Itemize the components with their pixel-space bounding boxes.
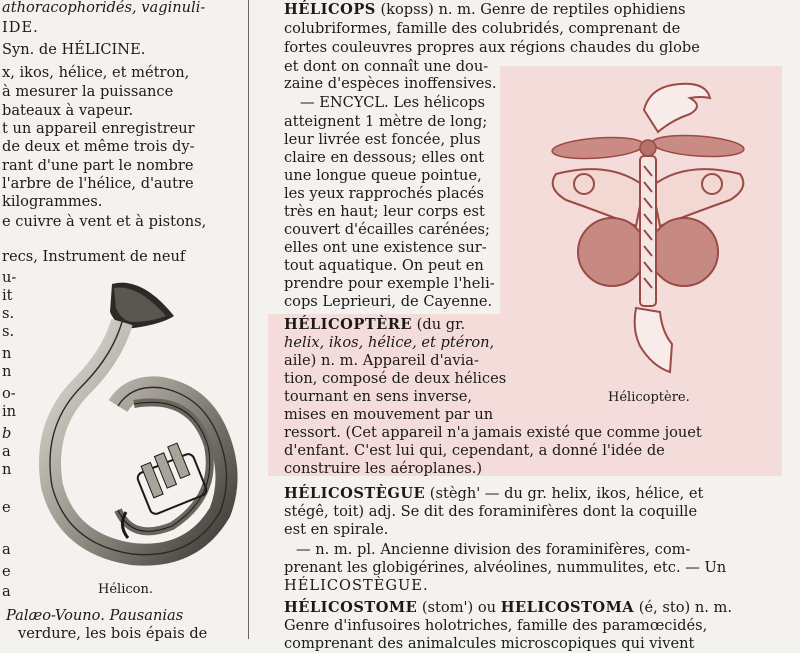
helicoptere-line-6: mises en mouvement par un — [284, 406, 494, 423]
helicostome-headword: HÉLICOSTOME — [284, 599, 418, 616]
left-line-26: a — [2, 541, 11, 558]
helicops-line-3: fortes couleuvres propres aux régions chaudes du globe — [284, 39, 700, 56]
left-line-8: de deux et même trois dy- — [2, 138, 195, 155]
helicostome-middle: (stom') ou — [417, 599, 501, 616]
left-line-17: s. — [2, 323, 15, 340]
helicoptere-illustration — [540, 76, 760, 376]
helicoptere-entry-line-1 — [284, 315, 465, 334]
helicoptere-line-4: tion, composé de deux hélices — [284, 370, 507, 387]
column-divider — [248, 0, 249, 639]
helicops-line-6: — ENCYCL. Les hélicops — [300, 94, 485, 111]
helicostome-line-3: comprenant des animalcules microscopiques qui vivent — [284, 635, 695, 652]
helicoptere-line-8: d'enfant. C'est lui qui, cependant, a donné l'idée de — [284, 442, 665, 459]
left-line-15: it — [2, 287, 13, 304]
helicoptere-def-start: (du gr. — [412, 316, 466, 333]
helicostome-entry-line-1 — [284, 598, 732, 617]
left-line-14: u- — [2, 269, 17, 286]
helicops-line-12: très en haut; leur corps est — [284, 203, 485, 220]
helicops-line-9: claire en dessous; elles ont — [284, 149, 485, 166]
helicostegue-line-6: HÉLICOSTÈGUE. — [284, 577, 429, 594]
left-line-7: t un appareil enregistreur — [2, 120, 195, 137]
helicoptere-line-7: ressort. (Cet appareil n'a jamais existé que comme jouet — [284, 424, 702, 441]
palaeo-vouno: Palæo-Vouno. Pausanias — [6, 607, 184, 624]
left-line-21: in — [2, 403, 17, 420]
left-line-10: l'arbre de l'hélice, d'autre — [2, 175, 194, 192]
left-line-25: e — [2, 499, 11, 516]
left-line-6: bateaux à vapeur. — [2, 102, 134, 119]
helicops-line-11: les yeux rapprochés placés — [284, 185, 485, 202]
helicops-line-5: zaine d'espèces inoffensives. — [284, 75, 497, 92]
helicops-line-10: une longue queue pointue, — [284, 167, 482, 184]
helicops-line-17: cops Leprieuri, de Cayenne. — [284, 293, 493, 310]
helicoptere-line-9: construire les aéroplanes.) — [284, 460, 483, 477]
helicostoma-headword: HELICOSTOMA — [500, 599, 635, 616]
helicostegue-line-4: — n. m. pl. Ancienne division des foraminifères, com- — [296, 541, 691, 558]
left-line-28: a — [2, 583, 11, 600]
left-line-12: e cuivre à vent et à pistons, — [2, 213, 207, 230]
helicoptere-line-5: tournant en sens inverse, — [284, 388, 473, 405]
helicops-def-start: (kopss) n. m. Genre de reptiles ophidiens — [375, 1, 686, 18]
helicoptere-caption: Hélicoptère. — [608, 390, 690, 405]
helicon-illustration — [22, 276, 242, 576]
left-line-24: n — [2, 461, 12, 478]
helicostome-line-2: Genre d'infusoires holotriches, famille des paramœcidés, — [284, 617, 708, 634]
left-line-4: x, ikos, hélice, et métron, — [2, 64, 190, 81]
left-line-18: n — [2, 345, 12, 362]
helicops-line-16: prendre pour exemple l'heli- — [284, 275, 495, 292]
helicoptere-line-3: aile) n. m. Appareil d'avia- — [284, 352, 479, 369]
left-line-11: kilogrammes. — [2, 193, 103, 210]
helicops-line-14: elles ont une existence sur- — [284, 239, 487, 256]
left-line-13: recs, Instrument de neuf — [2, 248, 186, 265]
left-line-19: n — [2, 363, 12, 380]
helicops-headword: HÉLICOPS — [284, 1, 376, 18]
helicops-entry-line-1 — [284, 0, 685, 19]
left-line-27: e — [2, 563, 11, 580]
left-column — [0, 0, 236, 642]
helicostegue-headword: HÉLICOSTÈGUE — [284, 485, 426, 502]
left-line-22: b — [2, 425, 12, 442]
left-line-16: s. — [2, 305, 15, 322]
helicostegue-line-5: prenant les globigérines, alvéolines, nummulites, etc. — Un — [284, 559, 727, 576]
helicops-line-8: leur livrée est foncée, plus — [284, 131, 481, 148]
left-line-23: a — [2, 443, 11, 460]
left-line-5: à mesurer la puissance — [2, 83, 174, 100]
helicostegue-line-3: est en spirale. — [284, 521, 389, 538]
helicops-line-15: tout aquatique. On peut en — [284, 257, 484, 274]
helicostegue-def-start: (stègh' — du gr. helix, ikos, hélice, et — [425, 485, 704, 502]
left-line-2: IDE. — [2, 19, 39, 36]
helicostegue-entry-line-1 — [284, 484, 703, 503]
left-line-1: athoracophoridés, vaginuli- — [2, 0, 206, 16]
left-line-20: o- — [2, 385, 16, 402]
left-bottom-line-2: verdure, les bois épais de — [18, 625, 208, 642]
helicoptere-headword: HÉLICOPTÈRE — [284, 316, 413, 333]
left-bottom-line-1 — [6, 606, 183, 625]
helicops-line-2: colubriformes, famille des colubridés, comprenant de — [284, 20, 681, 37]
left-line-3: Syn. de HÉLICINE. — [2, 41, 146, 58]
helicostegue-line-2: stégê, toit) adj. Se dit des foraminifères dont la coquille — [284, 503, 698, 520]
helicoptere-line-2: helix, ikos, hélice, et ptéron, — [284, 334, 495, 351]
helicops-line-7: atteignent 1 mètre de long; — [284, 113, 488, 130]
left-line-9: rant d'une part le nombre — [2, 157, 194, 174]
helicops-line-13: couvert d'écailles carénées; — [284, 221, 490, 238]
helicon-caption: Hélicon. — [98, 582, 153, 597]
helicops-line-4: et dont on connaît une dou- — [284, 58, 489, 75]
helicostome-tail: (é, sto) n. m. — [634, 599, 732, 616]
